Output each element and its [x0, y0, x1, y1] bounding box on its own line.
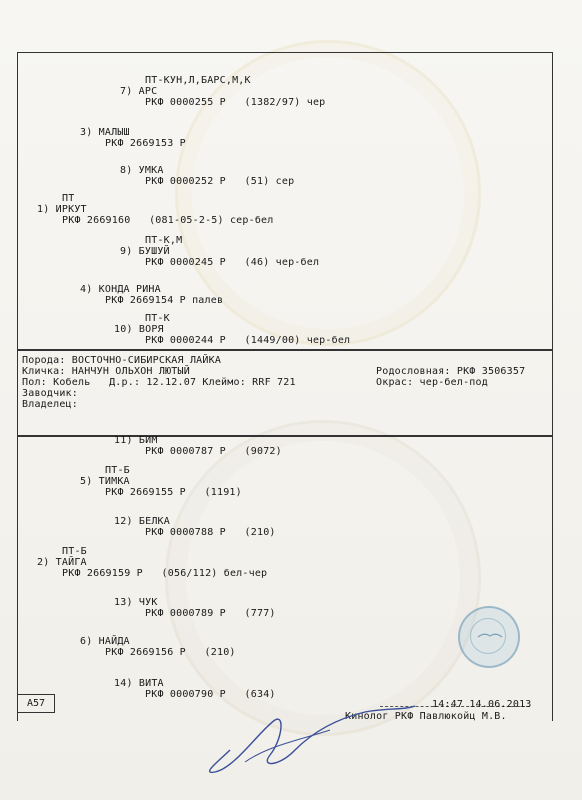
- pedigree-name-line: 11) БИМ: [114, 435, 158, 446]
- pedigree-name-line: 9) БУШУЙ: [120, 246, 170, 257]
- pedigree-name-line: 10) ВОРЯ: [114, 324, 164, 335]
- pedigree-title-line: ПТ-Б: [62, 546, 87, 557]
- pedigree-reg-line: РКФ 0000244 Р (1449/00) чер-бел: [145, 335, 351, 346]
- print-timestamp: 14:47 14.06.2013: [432, 699, 532, 710]
- pedigree-reg-line: РКФ 2669153 Р: [105, 138, 186, 149]
- pedigree-name-line: 5) ТИМКА: [80, 476, 130, 487]
- pedigree-title-line: ПТ-К,М: [145, 235, 183, 246]
- color-field: Окрас: чер-бел-под: [376, 377, 488, 388]
- pedigree-reg-line: РКФ 0000790 Р (634): [145, 689, 276, 700]
- seal-inner-ring: [470, 618, 506, 654]
- pedigree-reg-line: РКФ 0000245 Р (46) чер-бел: [145, 257, 320, 268]
- pedigree-name-line: 7) АРС: [120, 86, 158, 97]
- pedigree-reg-line: РКФ 2669155 Р (1191): [105, 487, 242, 498]
- pedigree-number-field: Родословная: РКФ 3506357: [376, 366, 526, 377]
- pedigree-title-line: ПТ: [62, 193, 75, 204]
- pedigree-reg-line: РКФ 2669154 Р палев: [105, 295, 224, 306]
- pedigree-name-line: 3) МАЛЫШ: [80, 127, 130, 138]
- pedigree-title-line: ПТ-КУН,Л,БАРС,М,К: [145, 75, 251, 86]
- breed-field: Порода: ВОСТОЧНО-СИБИРСКАЯ ЛАЙКА: [22, 355, 222, 366]
- pedigree-reg-line: РКФ 0000787 Р (9072): [145, 446, 282, 457]
- document-code-box: A57: [17, 694, 55, 713]
- pedigree-reg-line: РКФ 2669156 Р (210): [105, 647, 236, 658]
- rkf-seal-stamp: [458, 606, 520, 668]
- pedigree-name-line: 12) БЕЛКА: [114, 516, 170, 527]
- nickname-field: Кличка: НАНЧУН ОЛЬХОН ЛЮТЫЙ: [22, 366, 190, 377]
- signer-name: Кинолог РКФ Павлюкойц М.В.: [345, 711, 507, 722]
- pedigree-name-line: 13) ЧУК: [114, 597, 158, 608]
- pedigree-name-line: 6) НАЙДА: [80, 636, 130, 647]
- pedigree-name-line: 14) ВИТА: [114, 678, 164, 689]
- breeder-field: Заводчик:: [22, 388, 78, 399]
- pedigree-reg-line: РКФ 2669159 Р (056/112) бел-чер: [62, 568, 268, 579]
- handwritten-signature: [190, 700, 420, 780]
- pedigree-name-line: 8) УМКА: [120, 165, 164, 176]
- pedigree-reg-line: РКФ 0000255 Р (1382/97) чер: [145, 97, 326, 108]
- pedigree-name-line: 2) ТАЙГА: [37, 557, 87, 568]
- pedigree-reg-line: РКФ 0000788 Р (210): [145, 527, 276, 538]
- pedigree-name-line: 1) ИРКУТ: [37, 204, 87, 215]
- seal-bird-icon: [477, 631, 503, 641]
- pedigree-reg-line: РКФ 2669160 (081-05-2-5) сер-бел: [62, 215, 274, 226]
- owner-field: Владелец:: [22, 399, 78, 410]
- sex-dob-field: Пол: Кобель Д.р.: 12.12.07 Клеймо: RRF 721: [22, 377, 296, 388]
- pedigree-title-line: ПТ-К: [145, 313, 170, 324]
- pedigree-title-line: ПТ-Б: [105, 465, 130, 476]
- pedigree-name-line: 4) КОНДА РИНА: [80, 284, 161, 295]
- pedigree-reg-line: РКФ 0000252 Р (51) сер: [145, 176, 295, 187]
- pedigree-reg-line: РКФ 0000789 Р (777): [145, 608, 276, 619]
